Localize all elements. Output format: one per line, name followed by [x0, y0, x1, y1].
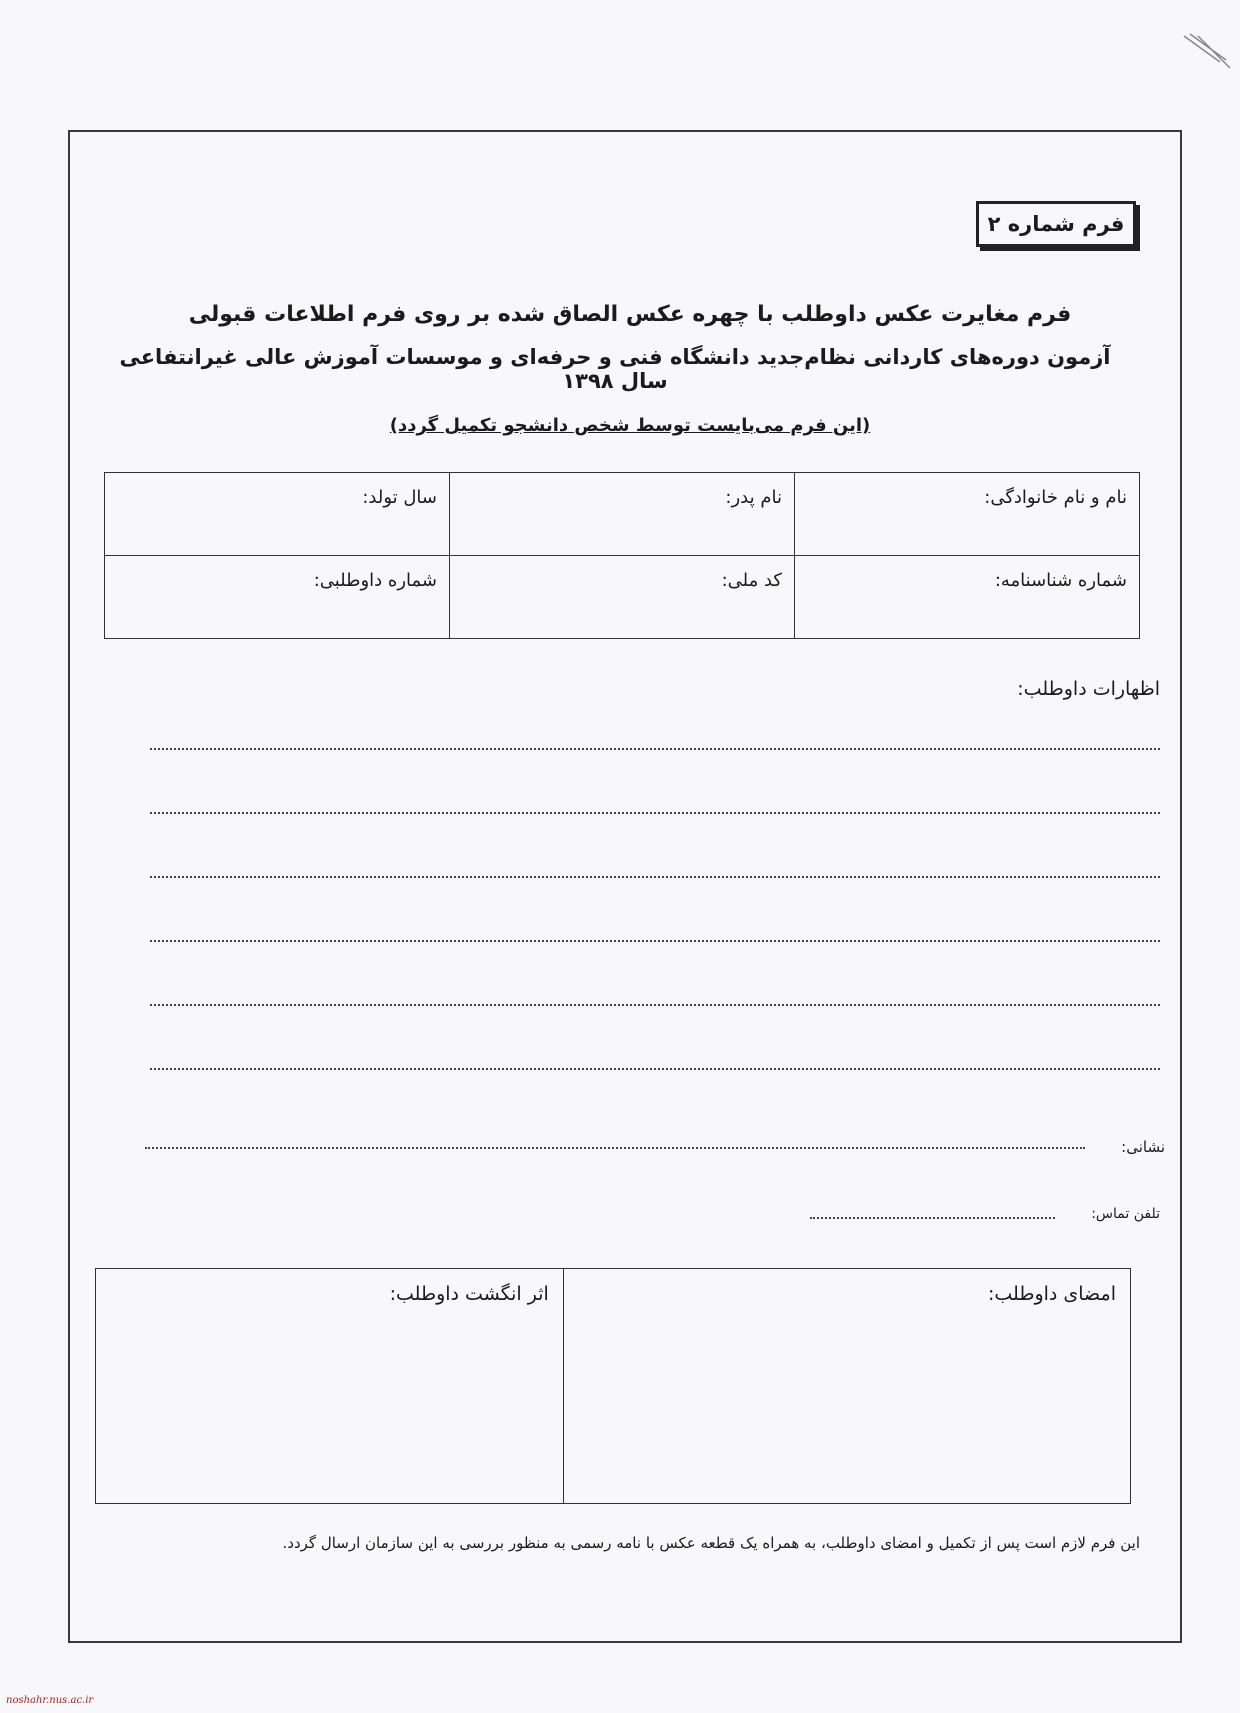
national-code-field[interactable]: کد ملی: — [450, 556, 795, 639]
table-row — [105, 473, 1140, 556]
father-name-field[interactable]: نام پدر: — [450, 473, 795, 556]
statement-line[interactable] — [150, 1004, 1160, 1006]
id-number-field[interactable]: شماره شناسنامه: — [795, 556, 1140, 639]
statement-line[interactable] — [150, 1068, 1160, 1070]
exam-title: آزمون دوره‌های کاردانی نظام‌جدید دانشگاه فنی و حرفه‌ای و موسسات آموزش عالی غیرانتفاعی سال ۱۳۹۸ — [119, 345, 1111, 393]
statements-label: اظهارات داوطلب: — [1017, 678, 1160, 700]
phone-label: تلفن تماس: — [1091, 1206, 1160, 1222]
birth-year-field[interactable]: سال تولد: — [105, 473, 450, 556]
phone-line[interactable] — [810, 1217, 1055, 1219]
statement-line[interactable] — [150, 876, 1160, 878]
applicant-number-field[interactable]: شماره داوطلبی: — [105, 556, 450, 639]
form-number: فرم شماره ۲ — [987, 212, 1125, 236]
signature-table — [95, 1268, 1131, 1504]
address-line[interactable] — [145, 1147, 1085, 1149]
full-name-field[interactable]: نام و نام خانوادگی: — [795, 473, 1140, 556]
address-label: نشانی: — [1121, 1138, 1165, 1156]
applicant-info-table — [104, 472, 1140, 639]
statement-line[interactable] — [150, 940, 1160, 942]
footer-note: این فرم لازم است پس از تکمیل و امضای داوطلب، به همراه یک قطعه عکس با نامه رسمی به منظور بررسی به این سازمان ارسال گردد. — [282, 1534, 1140, 1552]
statement-line[interactable] — [150, 748, 1160, 750]
fingerprint-field[interactable]: اثر انگشت داوطلب: — [96, 1269, 564, 1504]
site-watermark: noshahr.nus.ac.ir — [6, 1695, 94, 1706]
form-number-box — [976, 201, 1136, 247]
form-instruction-text: (این فرم می‌بایست توسط شخص دانشجو تکمیل گردد) — [389, 415, 871, 436]
signature-field[interactable]: امضای داوطلب: — [563, 1269, 1130, 1504]
form-title: فرم مغایرت عکس داوطلب با چهره عکس الصاق شده بر روی فرم اطلاعات قبولی — [188, 302, 1072, 327]
form-instruction — [300, 415, 960, 436]
statement-line[interactable] — [150, 812, 1160, 814]
table-row — [96, 1269, 1131, 1504]
table-row — [105, 556, 1140, 639]
corner-scratch-mark — [1180, 32, 1232, 76]
